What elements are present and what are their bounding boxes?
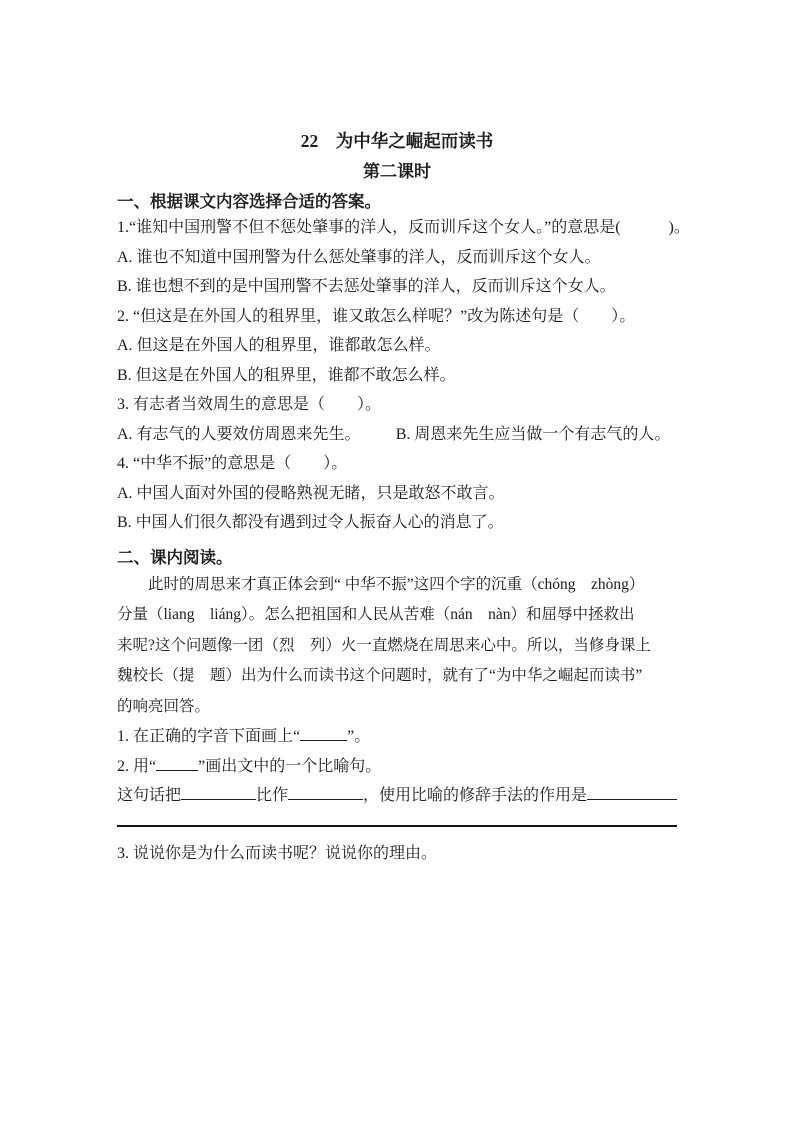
passage-line-2: 分量（liang liáng）。怎么把祖国和人民从苦难（nán nàn）和屈辱中拯救出 (117, 606, 635, 623)
answer-blank (300, 727, 347, 741)
q4-stem: 4. “中华不振”的意思是（ ）。 (117, 455, 348, 472)
lesson-subtitle: 第二课时 (363, 162, 431, 181)
q4-option-a: A. 中国人面对外国的侵略熟视无睹，只是敢怒不敢言。 (117, 484, 505, 502)
answer-line (117, 825, 677, 827)
q1-option-a: A. 谁也不知道中国刑警为什么惩处肇事的洋人，反而训斥这个女人。 (117, 248, 601, 266)
fill-in-line (117, 781, 677, 811)
sub-question-2-text: 2. 用“ (117, 757, 157, 775)
lesson-title: 22 为中华之崛起而读书 (300, 131, 494, 151)
q4-option-b: B. 中国人们很久都没有遇到过令人振奋人心的消息了。 (117, 514, 504, 531)
answer-blank (587, 786, 677, 800)
sub-question-1-tail: ”。 (347, 728, 371, 745)
q3-option-b: B. 周恩来先生应当做一个有志气的人。 (395, 425, 671, 443)
passage-line-3: 来呢?这个问题像一团（烈 列）火一直燃烧在周思来心中。所以，当修身课上 (117, 636, 651, 654)
sub-question-1 (117, 722, 677, 752)
section-two-heading: 二、课内阅读。 (117, 547, 233, 567)
sub-question-3: 3. 说说你是为什么而读书呢？说说你的理由。 (117, 844, 438, 862)
q1-stem: 1.“谁知中国刑警不但不惩处肇事的洋人，反而训斥这个女人。”的意思是( )。 (117, 219, 690, 236)
reading-passage (117, 570, 677, 723)
sub-question-2 (117, 752, 677, 782)
q1-option-b: B. 谁也想不到的是中国刑警不去惩处肇事的洋人，反而训斥这个女人。 (117, 278, 616, 295)
q3-options-row (117, 420, 677, 450)
fill-segment-2: 比作 (256, 787, 289, 804)
passage-line-1: 此时的周思来才真正体会到“ 中华不振”这四个字的沉重（chóng zhòng） (148, 575, 645, 593)
passage-line-4: 魏校长（提 题）出为什么而读书这个问题时，就有了“为中华之崛起而读书” (117, 667, 643, 684)
q2-stem: 2. “但这是在外国人的租界里，谁又敢怎么样呢？”改为陈述句是（ ）。 (117, 307, 636, 325)
answer-blank (181, 786, 256, 800)
fill-segment-1: 这句话把 (117, 787, 182, 804)
sub-question-1-text: 1. 在正确的字音下面画上“ (117, 728, 301, 745)
q3-stem: 3. 有志者当效周生的意思是（ ）。 (117, 396, 382, 413)
answer-blank (288, 786, 363, 800)
q3-option-a: A. 有志气的人要效仿周恩来先生。 (117, 425, 361, 443)
passage-line-5: 的响亮回答。 (117, 697, 211, 715)
fill-segment-3: ，使用比喻的修辞手法的作用是 (363, 787, 588, 804)
section-one-heading: 一、根据课文内容选择合适的答案。 (117, 192, 381, 211)
sub-question-2-tail: ”画出文中的一个比喻句。 (198, 757, 382, 775)
q2-option-a: A. 但这是在外国人的租界里，谁都敢怎么样。 (117, 337, 441, 354)
answer-blank (156, 757, 198, 771)
q2-option-b: B. 但这是在外国人的租界里，谁都不敢怎么样。 (117, 366, 456, 384)
